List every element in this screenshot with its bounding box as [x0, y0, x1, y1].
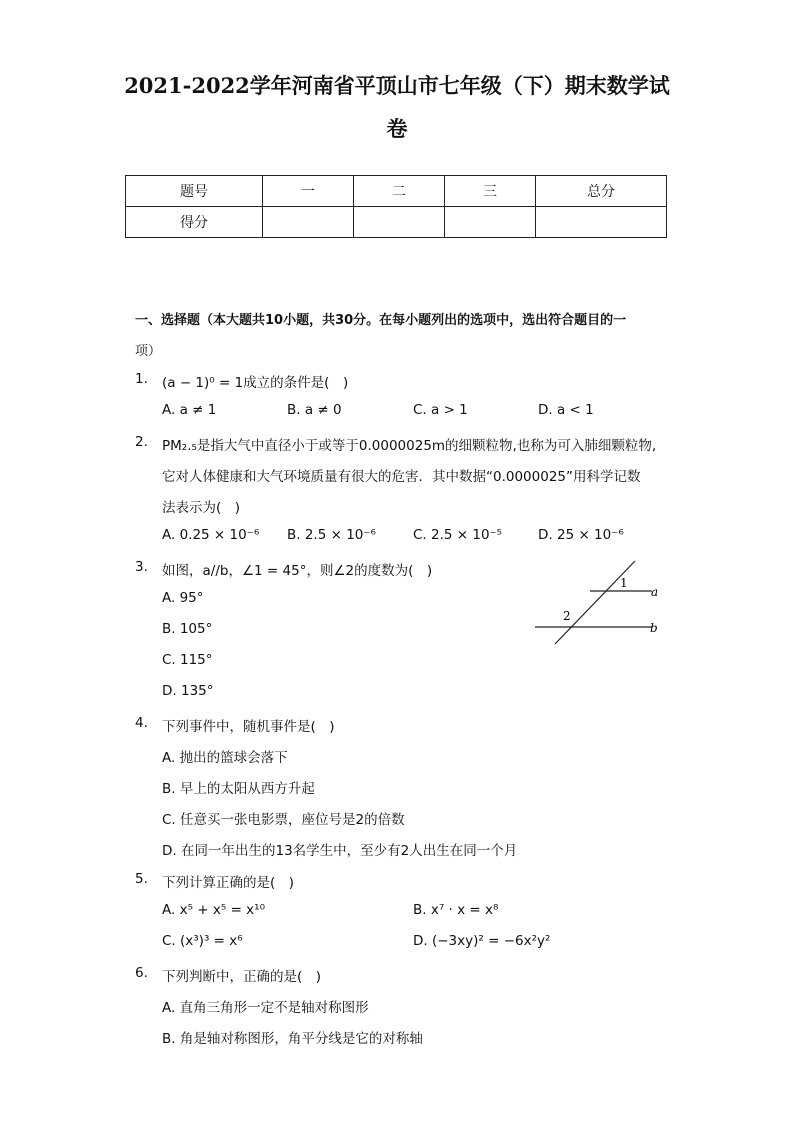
document-title-line1: 2021-2022学年河南省平顶山市七年级（下）期末数学试	[124, 73, 670, 98]
table-cell: 得分	[126, 207, 263, 238]
question-number: 1.	[135, 371, 148, 387]
table-cell: 题号	[126, 176, 263, 207]
table-row	[126, 176, 667, 207]
question-text: 法表示为( )	[162, 500, 241, 516]
option-c: C. 2.5 × 10⁻⁵	[413, 527, 503, 543]
angle-label-2: 2	[563, 609, 571, 623]
option-c: C. a > 1	[413, 402, 468, 418]
option-a: A. 95°	[162, 590, 204, 606]
section-heading-cont: 项）	[135, 344, 162, 359]
angle-label-1: 1	[620, 576, 628, 590]
section-heading: 一、选择题（本大题共10小题，共30分。在每小题列出的选项中，选出符合题目的一	[135, 313, 627, 328]
question-number: 5.	[135, 871, 148, 887]
option-a: A. a ≠ 1	[162, 402, 217, 418]
option-b: B. a ≠ 0	[287, 402, 342, 418]
table-cell	[445, 207, 536, 238]
table-cell	[263, 207, 354, 238]
option-c: C. 115°	[162, 652, 213, 668]
table-row	[126, 207, 667, 238]
option-a: A. 抛出的篮球会落下	[162, 750, 288, 766]
parallel-lines-figure	[530, 556, 665, 648]
question-number: 6.	[135, 965, 148, 981]
question-number: 2.	[135, 434, 148, 450]
line-label-b: b	[650, 621, 658, 635]
table-cell	[536, 207, 667, 238]
question-text: 下列判断中，正确的是( )	[162, 969, 322, 985]
question-text: 下列计算正确的是( )	[162, 875, 295, 891]
option-d: D. (−3xy)² = −6x²y²	[413, 933, 551, 949]
question-text: (a − 1)⁰ = 1成立的条件是( )	[162, 375, 349, 391]
question-text: 它对人体健康和大气环境质量有很大的危害．其中数据“0.0000025”用科学记数	[162, 469, 641, 485]
option-d: D. a < 1	[538, 402, 594, 418]
table-cell	[354, 207, 445, 238]
option-b: B. 早上的太阳从西方升起	[162, 781, 315, 797]
table-cell: 三	[445, 176, 536, 207]
question-number: 4.	[135, 715, 148, 731]
option-b: B. 2.5 × 10⁻⁶	[287, 527, 376, 543]
question-text: PM₂.₅是指大气中直径小于或等于0.0000025m的细颗粒物,也称为可入肺细颗粒物,	[162, 438, 657, 454]
option-a: A. 直角三角形一定不是轴对称图形	[162, 1000, 369, 1016]
table-cell: 一	[263, 176, 354, 207]
option-d: D. 135°	[162, 683, 214, 699]
question-text: 下列事件中，随机事件是( )	[162, 719, 335, 735]
transversal-line	[555, 561, 635, 644]
option-b: B. 105°	[162, 621, 213, 637]
option-c: C. 任意买一张电影票，座位号是2的倍数	[162, 812, 405, 828]
document-title-line2: 卷	[386, 116, 408, 141]
option-d: D. 在同一年出生的13名学生中，至少有2人出生在同一个月	[162, 843, 518, 859]
option-a: A. x⁵ + x⁵ = x¹⁰	[162, 902, 265, 918]
option-c: C. (x³)³ = x⁶	[162, 933, 243, 949]
table-cell: 总分	[536, 176, 667, 207]
option-b: B. x⁷ · x = x⁸	[413, 902, 499, 918]
option-a: A. 0.25 × 10⁻⁶	[162, 527, 260, 543]
option-b: B. 角是轴对称图形，角平分线是它的对称轴	[162, 1031, 423, 1047]
score-table	[125, 175, 667, 238]
option-d: D. 25 × 10⁻⁶	[538, 527, 624, 543]
question-text: 如图，a//b，∠1 = 45°，则∠2的度数为( )	[162, 563, 433, 579]
table-cell: 二	[354, 176, 445, 207]
line-label-a: a	[651, 585, 659, 599]
question-number: 3.	[135, 559, 148, 575]
